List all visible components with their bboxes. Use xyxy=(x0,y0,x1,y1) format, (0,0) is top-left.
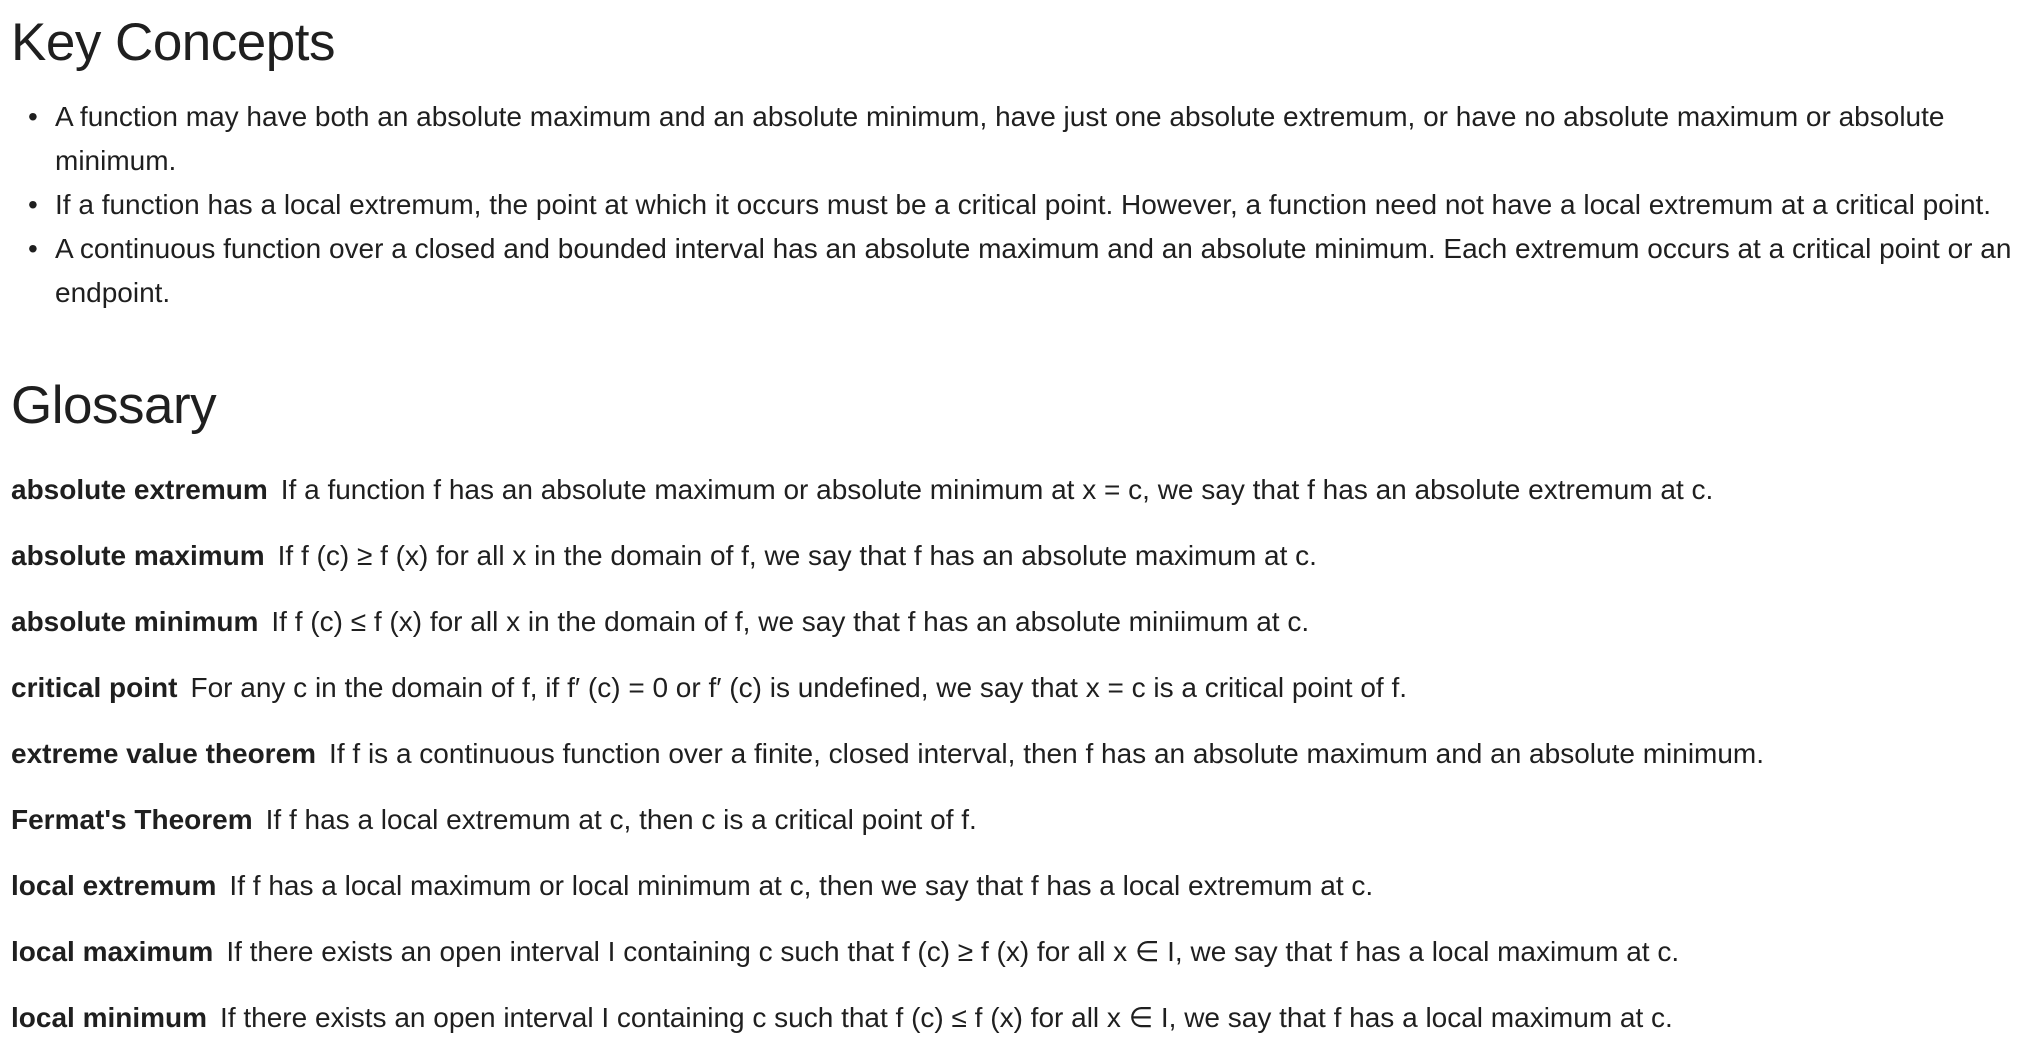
glossary-entry xyxy=(11,996,2021,1062)
glossary-entry xyxy=(11,930,2021,996)
glossary-term: local minimum xyxy=(11,1002,208,1033)
glossary-entry xyxy=(11,666,2021,732)
glossary-definition: If f is a continuous function over a finite, closed interval, then f has an absolute maximum and an absolute minimum. xyxy=(329,738,1765,769)
glossary-definition: If there exists an open interval I containing c such that f (c) ≥ f (x) for all x ∈ I, we say that f has a local maximum at c. xyxy=(226,936,1680,967)
glossary-definition: If f has a local extremum at c, then c is a critical point of f. xyxy=(265,804,977,835)
glossary-heading: Glossary xyxy=(11,376,217,435)
glossary-term: local maximum xyxy=(11,936,214,967)
glossary-term: critical point xyxy=(11,672,178,703)
key-concepts-heading: Key Concepts xyxy=(11,13,335,72)
glossary-term: absolute extremum xyxy=(11,474,268,505)
glossary-entry xyxy=(11,864,2021,930)
glossary-term: local extremum xyxy=(11,870,217,901)
glossary-term: absolute maximum xyxy=(11,540,265,571)
glossary-list xyxy=(11,468,2021,1062)
glossary-entry xyxy=(11,798,2021,864)
glossary-entry xyxy=(11,732,2021,798)
glossary-definition: If f (c) ≥ f (x) for all x in the domain of f, we say that f has an absolute maximum at c. xyxy=(277,540,1317,571)
glossary-term: absolute minimum xyxy=(11,606,259,637)
glossary-entry xyxy=(11,534,2021,600)
key-concept-item: • If a function has a local extremum, the point at which it occurs must be a critical point. However, a function need not have a local extremum at a critical point. xyxy=(55,183,2036,227)
glossary-term: Fermat's Theorem xyxy=(11,804,253,835)
glossary-definition: If a function f has an absolute maximum or absolute minimum at x = c, we say that f has an absolute extremum at c. xyxy=(280,474,1714,505)
glossary-entry xyxy=(11,468,2021,534)
key-concept-item: • A function may have both an absolute maximum and an absolute minimum, have just one absolute extremum, or have no absolute maximum or absolute minimum. xyxy=(55,95,2036,183)
glossary-definition: If f has a local maximum or local minimum at c, then we say that f has a local extremum at c. xyxy=(229,870,1374,901)
glossary-entry xyxy=(11,600,2021,666)
glossary-term: extreme value theorem xyxy=(11,738,317,769)
glossary-definition: If f (c) ≤ f (x) for all x in the domain of f, we say that f has an absolute miniimum at c. xyxy=(271,606,1310,637)
glossary-definition: For any c in the domain of f, if f′ (c) = 0 or f′ (c) is undefined, we say that x = c is a critical point of f. xyxy=(190,672,1408,703)
key-concept-item: • A continuous function over a closed and bounded interval has an absolute maximum and an absolute minimum. Each extremum occurs at a critical point or an endpoint. xyxy=(55,227,2036,315)
key-concepts-list xyxy=(11,95,2036,315)
glossary-definition: If there exists an open interval I containing c such that f (c) ≤ f (x) for all x ∈ I, we say that f has a local maximum at c. xyxy=(220,1002,1673,1033)
